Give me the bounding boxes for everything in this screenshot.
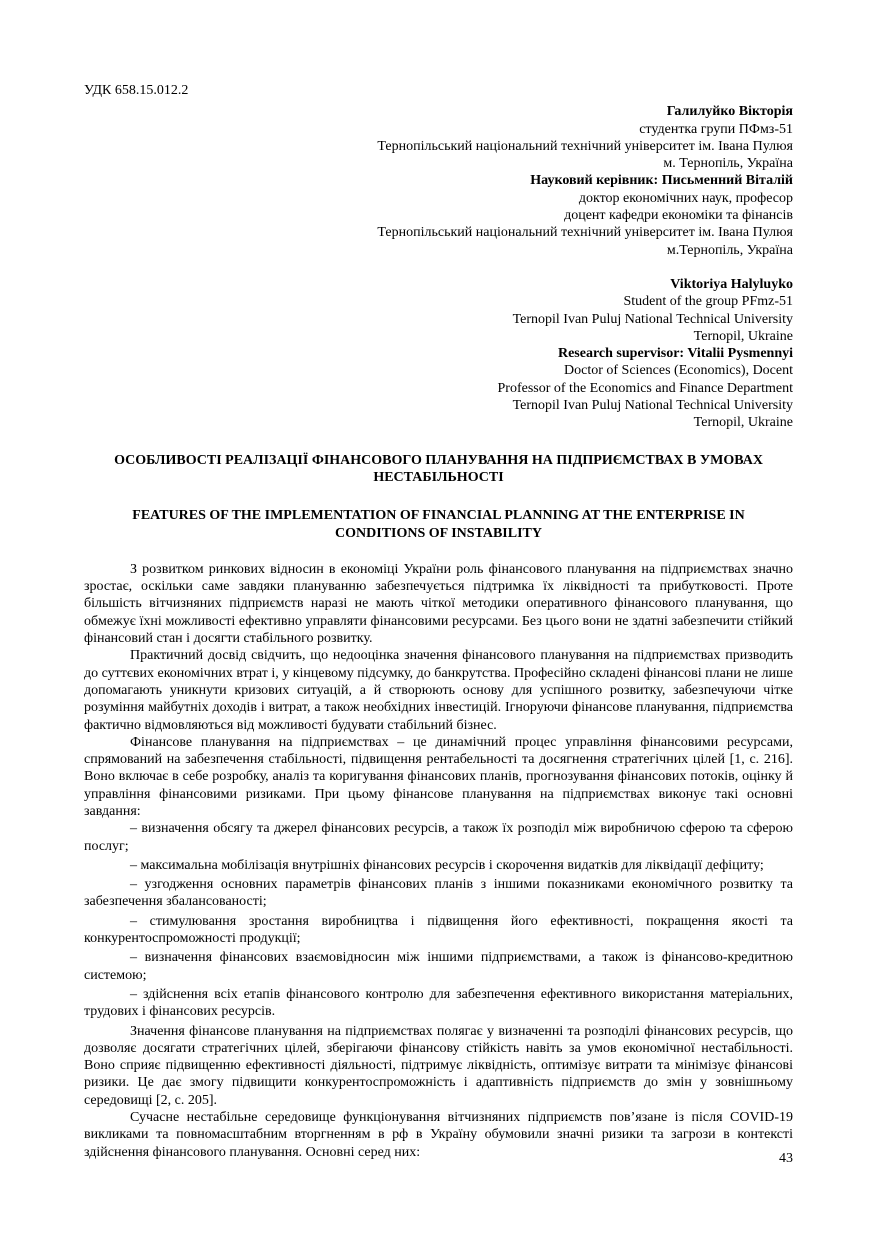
list-item: – здійснення всіх етапів фінансового контролю для забезпечення ефективного використання матеріальних, трудових і фінансових ресурсів. (84, 986, 793, 1020)
page-number: 43 (779, 1151, 793, 1166)
paragraph: З розвитком ринкових відносин в економіці України роль фінансового планування на підприємствах значно зростає, оскільки саме завдяки плануванню забезпечується підтримка їх ліквідності та прибутковості. Проте більшість вітчизняних підприємств наразі не мають чіткої методики оперативного фінансового планування, що обмежує їхні можливості ефективно управляти фінансовими ресурсами. Без цього вони не здатні забезпечити стійкий фінансовий стан і досягти стабільного розвитку. (84, 561, 793, 647)
list-item: – визначення обсягу та джерел фінансових ресурсів, а також їх розподіл між виробничою сферою та сферою послуг; (84, 821, 793, 854)
supervisor-line: Науковий керівник: Письменний Віталій (530, 173, 793, 189)
list-item: – узгодження основних параметрів фінансових планів з іншими показниками економічного розвитку та забезпечення збалансованості; (84, 877, 793, 910)
paragraph: Сучасне нестабільне середовище функціонування вітчизняних підприємств пов’язане із після COVID-19 викликами та повномасштабним вторгненням в рф в Україну обумовили значні ризики та загрози в контексті здійснення фінансового планування. Основні серед них: (84, 1110, 793, 1160)
paragraph: Фінансове планування на підприємствах – це динамічний процес управління фінансовими ресурсами, спрямований на забезпечення стабільності, підвищення рентабельності та досягнення стратегічних цілей [1, с. 216]. Воно включає в себе розробку, аналіз та коригування фінансових планів, прогнозування фінансових потоків, оцінку й управління фінансовими ризиками. При цьому фінансове планування на підприємствах виконує такі основні завдання: (84, 734, 793, 819)
author-line: Тернопільський національний технічний університет ім. Івана Пулюя (377, 225, 793, 241)
title-ua-line: ОСОБЛИВОСТІ РЕАЛІЗАЦІЇ ФІНАНСОВОГО ПЛАНУВАННЯ НА ПІДПРИЄМСТВАХ В УМОВАХ (114, 452, 763, 468)
author-line: Ternopil Ivan Puluj National Technical University (512, 311, 793, 327)
list-item: – визначення фінансових взаємовідносин між іншими підприємствами, а також із фінансово-кредитною системою; (84, 950, 793, 983)
authors-block-ua (84, 103, 793, 259)
author-line: Student of the group PFmz-51 (623, 294, 793, 310)
supervisor-line: Research supervisor: Vitalii Pysmennyi (557, 346, 793, 362)
udc-code: УДК 658.15.012.2 (84, 83, 189, 98)
author-line: доцент кафедри економіки та фінансів (564, 208, 793, 224)
article-body (84, 561, 793, 1161)
paragraph: Практичний досвід свідчить, що недооцінка значення фінансового планування на підприємствах призводить до суттєвих економічних втрат і, у кінцевому підсумку, до банкрутства. Професійно складені фінансові плани не лише допомагають уникнути кризових ситуацій, а й створюють основу для успішного розвитку, забезпечуючи чітке розуміння майбутніх доходів і витрат, а також необхідних інвестицій. Ігноруючи фінансове планування, підприємства фактично відмовляються від можливості будувати стабільний бізнес. (84, 648, 793, 733)
title-ua-line: НЕСТАБІЛЬНОСТІ (373, 469, 504, 485)
author-line: Ternopil, Ukraine (693, 328, 793, 344)
paragraph: Значення фінансове планування на підприємствах полягає у визначенні та розподілі фінансових ресурсів, що дозволяє досягати стратегічних цілей, зберігаючи фінансову стійкість навіть за умов економічної нестабільності. Воно сприяє підвищенню ефективності діяльності, підтримує ліквідність, оптимізує витрати та мінімізує фінансові ризики. Це дає змогу підвищити конкурентоспроможність і адаптивність підприємств до змін у зовнішньому середовищі [2, с. 205]. (84, 1023, 793, 1108)
author-line: м.Тернопіль, Україна (666, 242, 793, 258)
author-line: Галилуйко Вікторія (666, 104, 793, 120)
title-en-line: CONDITIONS OF INSTABILITY (335, 525, 542, 541)
author-line: Doctor of Sciences (Economics), Docent (564, 363, 793, 379)
author-line: Professor of the Economics and Finance Department (497, 380, 793, 396)
list-item: – максимальна мобілізація внутрішніх фінансових ресурсів і скорочення видатків для ліквідації дефіциту; (130, 857, 764, 873)
author-line: доктор економічних наук, професор (578, 190, 793, 206)
title-en-line: FEATURES OF THE IMPLEMENTATION OF FINANCIAL PLANNING AT THE ENTERPRISE IN (132, 508, 745, 524)
title-block (84, 452, 793, 542)
author-line: Ternopil, Ukraine (693, 415, 793, 431)
authors-block-en (84, 276, 793, 432)
author-line: м. Тернопіль, Україна (663, 156, 793, 172)
author-line: студентка групи ПФмз-51 (639, 121, 793, 137)
author-line: Ternopil Ivan Puluj National Technical University (512, 398, 793, 414)
author-line: Viktoriya Halyluyko (670, 276, 793, 292)
author-line: Тернопільський національний технічний університет ім. Івана Пулюя (377, 138, 793, 154)
list-item: – стимулювання зростання виробництва і підвищення його ефективності, покращення якості та конкурентоспроможності продукції; (84, 913, 793, 947)
